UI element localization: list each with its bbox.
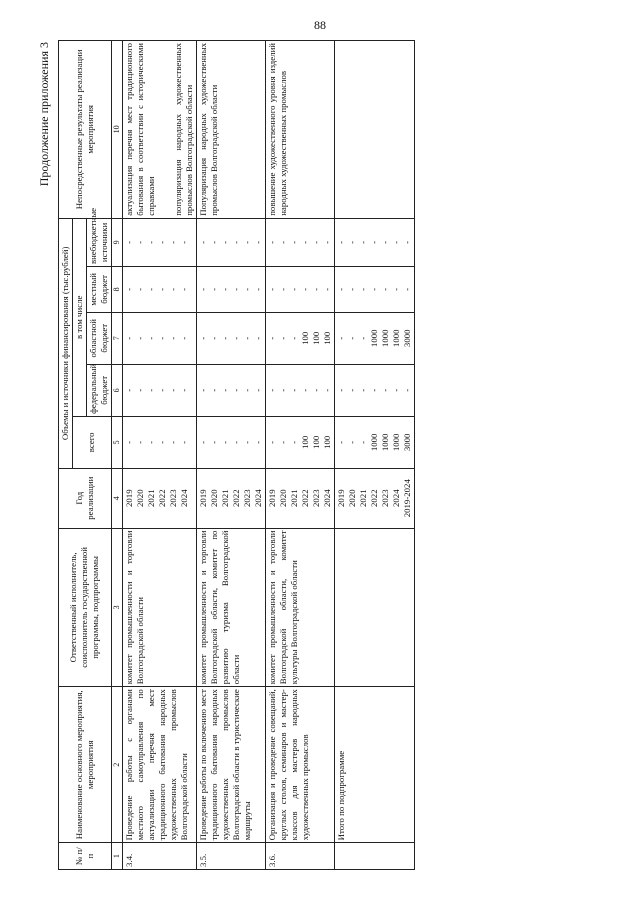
regional-list-value: - xyxy=(252,336,263,340)
executor xyxy=(334,528,414,687)
year-list-value: 2024 xyxy=(390,489,401,507)
federal-list-value: - xyxy=(156,388,167,392)
local-list-value: - xyxy=(277,287,288,291)
extra-list-value: - xyxy=(390,240,401,244)
federal-list-value: - xyxy=(346,388,357,392)
header-no: № п/п xyxy=(59,843,112,870)
local-list-value: - xyxy=(178,287,189,291)
local-list-value: - xyxy=(310,287,321,291)
year-list-value: 2022 xyxy=(368,489,379,507)
total-list-value: 1000 xyxy=(390,433,401,452)
total-list-value: - xyxy=(277,440,288,444)
federal-list-value: - xyxy=(379,388,390,392)
regional-list-value: 1000 xyxy=(368,329,379,348)
regional-list-value: - xyxy=(134,336,145,340)
event-name: Итого по подпрограмме xyxy=(334,687,414,843)
local-list-value: - xyxy=(288,287,299,291)
result-text: популяризация народных художественных промыслов Волгоградской области xyxy=(172,43,194,216)
extra-list-value: - xyxy=(368,240,379,244)
year-list-value: 2019 xyxy=(266,489,277,507)
regional-list-value: - xyxy=(123,336,134,340)
extra-list-value: - xyxy=(178,240,189,244)
local-list xyxy=(265,267,334,313)
total-list xyxy=(334,416,414,468)
local-list-value: - xyxy=(208,287,219,291)
row-number: 3.6. xyxy=(265,843,334,870)
row-number: 3.4. xyxy=(122,843,196,870)
col-number: 2 xyxy=(111,687,122,843)
extra-list-value: - xyxy=(252,240,263,244)
extra-list-value: - xyxy=(299,240,310,244)
header-local: местный бюджет xyxy=(86,267,111,313)
local-list-value: - xyxy=(167,287,178,291)
result-cell xyxy=(334,41,414,219)
row-number: 3.5. xyxy=(196,843,265,870)
executor: комитет промышленности и торговли Волгоградской области xyxy=(122,528,196,687)
extra-list-value: - xyxy=(401,240,412,244)
extra-list-value: - xyxy=(379,240,390,244)
extra-list-value: - xyxy=(357,240,368,244)
total-list-value: - xyxy=(123,440,134,444)
year-list-value: 2020 xyxy=(208,489,219,507)
col-number: 3 xyxy=(111,528,122,687)
federal-list xyxy=(122,364,196,416)
year-list-value: 2024 xyxy=(178,489,189,507)
local-list-value: - xyxy=(197,287,208,291)
local-list-value: - xyxy=(401,287,412,291)
local-list-value: - xyxy=(299,287,310,291)
year-list xyxy=(265,468,334,528)
federal-list-value: - xyxy=(310,388,321,392)
extra-list-value: - xyxy=(288,240,299,244)
result-text: повышение художественного уровня изделий народных художественных промыслов xyxy=(266,43,288,216)
extra-list-value: - xyxy=(167,240,178,244)
year-list-value: 2020 xyxy=(277,489,288,507)
local-list-value: - xyxy=(252,287,263,291)
federal-list-value: - xyxy=(321,388,332,392)
total-list-value: - xyxy=(219,440,230,444)
event-name: Проведение работы по включению мест традиционного бытования народных художественных промыслов Волгоградской области в туристические маршруты xyxy=(196,687,265,843)
regional-list-value: - xyxy=(197,336,208,340)
row-number xyxy=(334,843,414,870)
header-year: Год реализации xyxy=(59,468,112,528)
regional-list xyxy=(196,312,265,364)
regional-list-value: 3000 xyxy=(401,329,412,348)
year-list-value: 2020 xyxy=(134,489,145,507)
table-body xyxy=(122,41,414,870)
year-list-value: 2021 xyxy=(357,489,368,507)
federal-list xyxy=(196,364,265,416)
federal-list-value: - xyxy=(167,388,178,392)
total-list-value: - xyxy=(252,440,263,444)
regional-list-value: - xyxy=(178,336,189,340)
extra-list-value: - xyxy=(321,240,332,244)
total-list-value: - xyxy=(208,440,219,444)
year-list-value: 2023 xyxy=(241,489,252,507)
result-cell xyxy=(122,41,196,219)
local-list-value: - xyxy=(335,287,346,291)
regional-list xyxy=(334,312,414,364)
regional-list xyxy=(265,312,334,364)
page-number: 88 xyxy=(314,18,326,32)
year-list-value: 2023 xyxy=(167,489,178,507)
total-list-value: 3000 xyxy=(401,433,412,452)
total-list-value: - xyxy=(145,440,156,444)
total-list-value: 100 xyxy=(299,435,310,449)
extra-list-value: - xyxy=(197,240,208,244)
col-number: 4 xyxy=(111,468,122,528)
result-gap xyxy=(157,43,173,216)
federal-list-value: - xyxy=(241,388,252,392)
federal-list-value: - xyxy=(219,388,230,392)
result-text: Популяризация народных художественных промыслов Волгоградской области xyxy=(197,43,219,216)
extra-list-value: - xyxy=(208,240,219,244)
extra-list xyxy=(122,218,196,266)
local-list-value: - xyxy=(156,287,167,291)
regional-list-value: - xyxy=(357,336,368,340)
total-list xyxy=(122,416,196,468)
regional-list-value: - xyxy=(219,336,230,340)
local-list-value: - xyxy=(368,287,379,291)
year-list-value: 2023 xyxy=(379,489,390,507)
federal-list xyxy=(334,364,414,416)
extra-list-value: - xyxy=(266,240,277,244)
header-results: Непосредственные результаты реализации мероприятия xyxy=(59,41,112,219)
federal-list-value: - xyxy=(335,388,346,392)
regional-list-value: - xyxy=(145,336,156,340)
total-list-value: - xyxy=(288,440,299,444)
header-total: всего xyxy=(72,416,111,468)
year-list xyxy=(334,468,414,528)
regional-list-value: - xyxy=(335,336,346,340)
federal-list-value: - xyxy=(123,388,134,392)
regional-list-value: 1000 xyxy=(390,329,401,348)
extra-list-value: - xyxy=(219,240,230,244)
regional-list-value: - xyxy=(277,336,288,340)
year-list-value: 2021 xyxy=(288,489,299,507)
local-list-value: - xyxy=(390,287,401,291)
year-list-value: 2024 xyxy=(252,489,263,507)
federal-list-value: - xyxy=(134,388,145,392)
federal-list-value: - xyxy=(277,388,288,392)
result-cell xyxy=(196,41,265,219)
result-text: актуализация перечня мест традиционного бытования в соответствии с историческими справками xyxy=(123,43,156,216)
year-list-value: 2019-2024 xyxy=(401,479,412,518)
federal-list-value: - xyxy=(299,388,310,392)
local-list xyxy=(334,267,414,313)
federal-list-value: - xyxy=(390,388,401,392)
total-list xyxy=(265,416,334,468)
col-number: 1 xyxy=(111,843,122,870)
total-list xyxy=(196,416,265,468)
extra-list-value: - xyxy=(145,240,156,244)
year-list-value: 2022 xyxy=(230,489,241,507)
local-list-value: - xyxy=(123,287,134,291)
local-list-value: - xyxy=(266,287,277,291)
regional-list-value: 100 xyxy=(299,331,310,345)
local-list-value: - xyxy=(241,287,252,291)
year-list-value: 2022 xyxy=(156,489,167,507)
regional-list-value: - xyxy=(241,336,252,340)
result-cell xyxy=(265,41,334,219)
rotated-table-page xyxy=(35,40,615,870)
regional-list-value: 100 xyxy=(310,331,321,345)
total-list-value: - xyxy=(197,440,208,444)
extra-list xyxy=(265,218,334,266)
col-number: 10 xyxy=(111,41,122,219)
col-number: 7 xyxy=(111,312,122,364)
federal-list-value: - xyxy=(178,388,189,392)
extra-list-value: - xyxy=(241,240,252,244)
regional-list-value: - xyxy=(208,336,219,340)
local-list-value: - xyxy=(219,287,230,291)
year-list xyxy=(122,468,196,528)
local-list-value: - xyxy=(230,287,241,291)
regional-list-value: - xyxy=(167,336,178,340)
federal-list-value: - xyxy=(401,388,412,392)
year-list-value: 2021 xyxy=(145,489,156,507)
regional-list-value: 100 xyxy=(321,331,332,345)
federal-list-value: - xyxy=(288,388,299,392)
extra-list-value: - xyxy=(310,240,321,244)
header-extra: внебюджетные источники xyxy=(86,218,111,266)
federal-list xyxy=(265,364,334,416)
total-list-value: - xyxy=(178,440,189,444)
total-list-value: 100 xyxy=(310,435,321,449)
total-list-value: - xyxy=(346,440,357,444)
year-list-value: 2019 xyxy=(197,489,208,507)
header-federal: федеральный бюджет xyxy=(86,364,111,416)
regional-list-value: 1000 xyxy=(379,329,390,348)
column-number-row xyxy=(111,41,122,870)
local-list-value: - xyxy=(357,287,368,291)
regional-list xyxy=(122,312,196,364)
total-list-value: 1000 xyxy=(379,433,390,452)
regional-list-value: - xyxy=(266,336,277,340)
local-list-value: - xyxy=(321,287,332,291)
extra-list-value: - xyxy=(123,240,134,244)
funding-table xyxy=(58,40,415,870)
federal-list-value: - xyxy=(357,388,368,392)
event-name: Проведение работы с органами местного самоуправления по актуализации перечня мест традиционного бытования народных художественных промыслов Волгоградской области xyxy=(122,687,196,843)
table-row xyxy=(334,41,414,870)
year-list-value: 2020 xyxy=(346,489,357,507)
local-list-value: - xyxy=(134,287,145,291)
total-list-value: - xyxy=(156,440,167,444)
col-number: 9 xyxy=(111,218,122,266)
col-number: 6 xyxy=(111,364,122,416)
extra-list-value: - xyxy=(230,240,241,244)
federal-list-value: - xyxy=(197,388,208,392)
local-list xyxy=(196,267,265,313)
appendix-label: Продолжение приложения 3 xyxy=(37,42,51,187)
extra-list-value: - xyxy=(335,240,346,244)
federal-list-value: - xyxy=(145,388,156,392)
extra-list-value: - xyxy=(156,240,167,244)
regional-list-value: - xyxy=(156,336,167,340)
executor: комитет промышленности и торговли Волгоградской области, комитет культуры Волгоградской области xyxy=(265,528,334,687)
header-including: в том числе xyxy=(72,218,86,416)
local-list-value: - xyxy=(379,287,390,291)
header-name: Наименование основного мероприятия, мероприятия xyxy=(59,687,112,843)
total-list-value: - xyxy=(134,440,145,444)
table-row xyxy=(122,41,196,870)
total-list-value: - xyxy=(241,440,252,444)
total-list-value: - xyxy=(167,440,178,444)
total-list-value: - xyxy=(335,440,346,444)
extra-list xyxy=(196,218,265,266)
year-list-value: 2021 xyxy=(219,489,230,507)
federal-list-value: - xyxy=(252,388,263,392)
extra-list-value: - xyxy=(134,240,145,244)
total-list-value: 100 xyxy=(321,435,332,449)
event-name: Организация и проведение совещаний, круглых столов, семинаров и мастер-классов для мастеров народных художественных промыслов xyxy=(265,687,334,843)
local-list xyxy=(122,267,196,313)
regional-list-value: - xyxy=(230,336,241,340)
year-list-value: 2022 xyxy=(299,489,310,507)
total-list-value: - xyxy=(266,440,277,444)
extra-list xyxy=(334,218,414,266)
local-list-value: - xyxy=(145,287,156,291)
year-list-value: 2019 xyxy=(335,489,346,507)
federal-list-value: - xyxy=(266,388,277,392)
regional-list-value: - xyxy=(288,336,299,340)
federal-list-value: - xyxy=(368,388,379,392)
local-list-value: - xyxy=(346,287,357,291)
header-regional: областной бюджет xyxy=(86,312,111,364)
executor: комитет промышленности и торговли Волгоградской области, комитет по развитию туризма Волгоградской области xyxy=(196,528,265,687)
year-list-value: 2024 xyxy=(321,489,332,507)
extra-list-value: - xyxy=(346,240,357,244)
year-list-value: 2023 xyxy=(310,489,321,507)
extra-list-value: - xyxy=(277,240,288,244)
total-list-value: - xyxy=(230,440,241,444)
federal-list-value: - xyxy=(230,388,241,392)
col-number: 8 xyxy=(111,267,122,313)
header-executor: Ответственный исполнитель, соисполнитель государственной программы, подпрограммы xyxy=(59,528,112,687)
table-row xyxy=(265,41,334,870)
col-number: 5 xyxy=(111,416,122,468)
table-row xyxy=(196,41,265,870)
header-funding: Объемы и источники финансирования (тыс.рублей) xyxy=(59,218,73,468)
total-list-value: - xyxy=(357,440,368,444)
total-list-value: 1000 xyxy=(368,433,379,452)
year-list-value: 2019 xyxy=(123,489,134,507)
regional-list-value: - xyxy=(346,336,357,340)
federal-list-value: - xyxy=(208,388,219,392)
year-list xyxy=(196,468,265,528)
